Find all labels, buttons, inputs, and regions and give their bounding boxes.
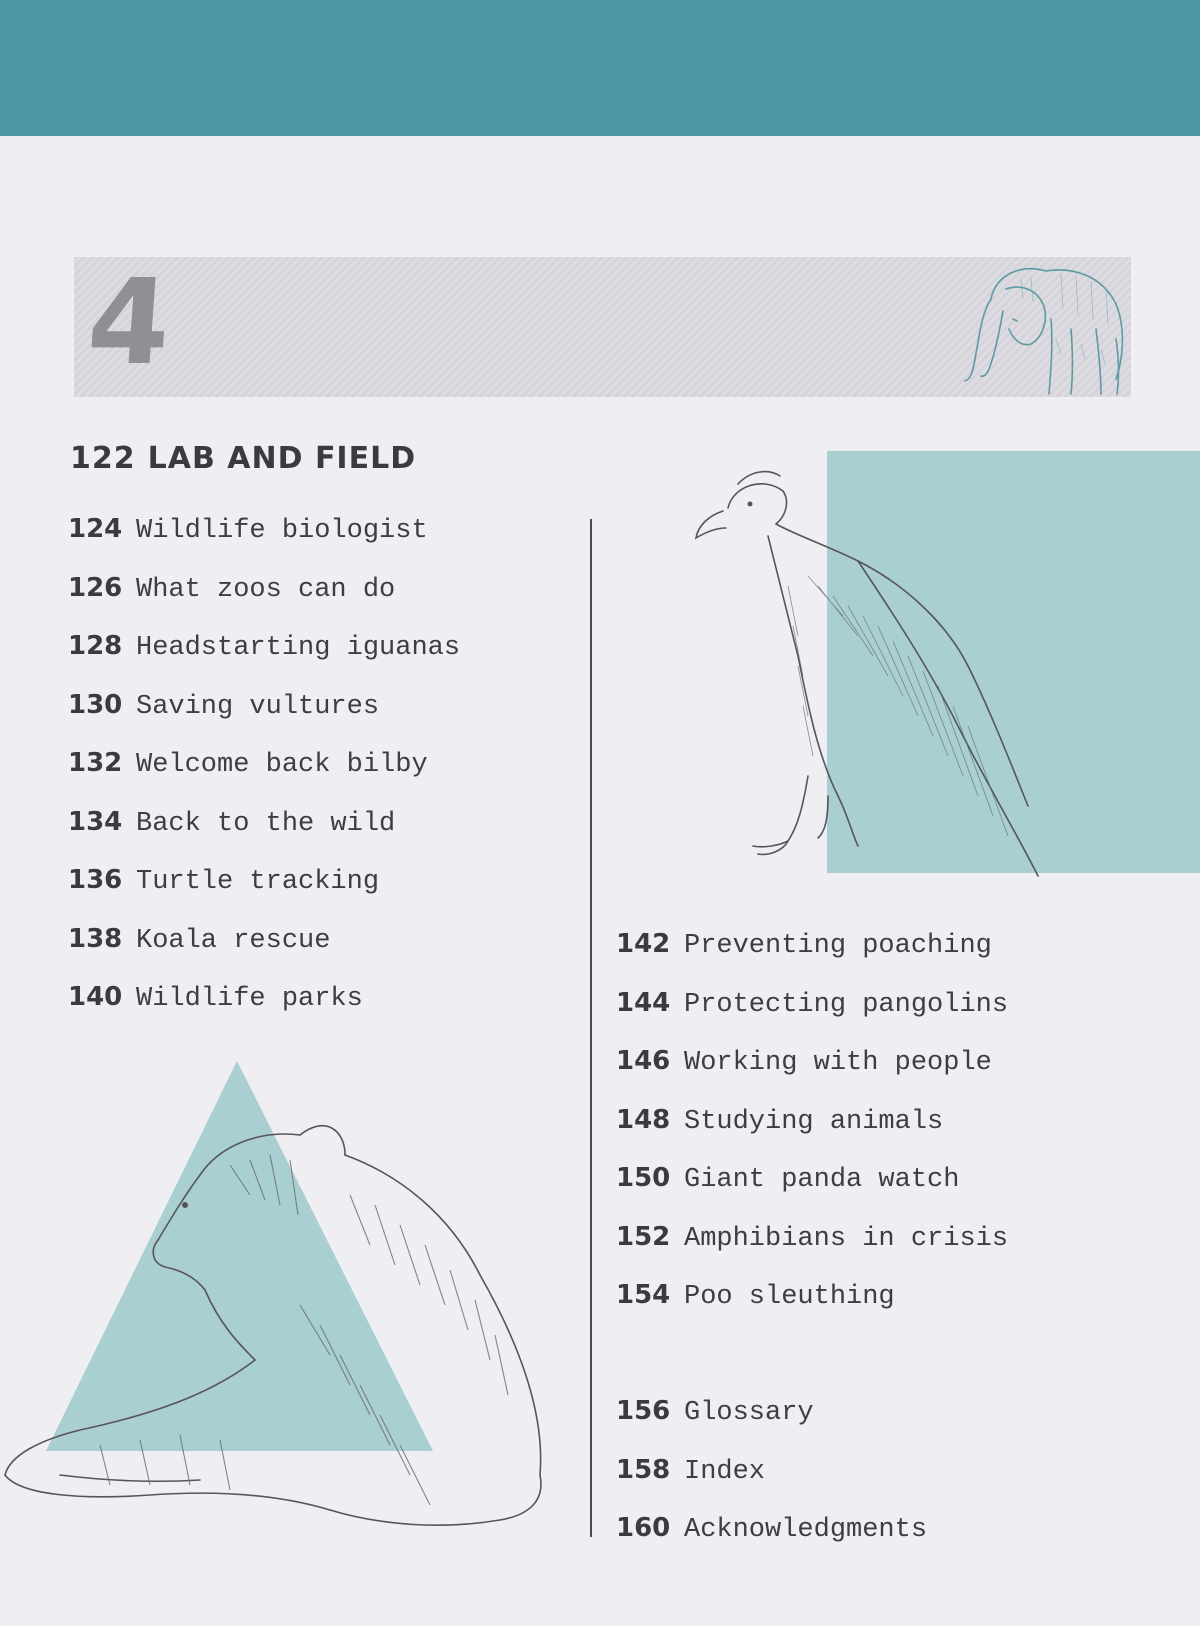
toc-title: Working with people: [684, 1048, 992, 1078]
toc-title: Back to the wild: [136, 808, 396, 839]
toc-page-number: 138: [68, 923, 123, 954]
section-page-number: 122: [70, 441, 136, 476]
toc-entry[interactable]: [68, 573, 460, 632]
toc-page-number: 134: [68, 806, 123, 837]
toc-page-number: 160: [616, 1513, 671, 1543]
toc-page-number: 128: [68, 631, 123, 661]
toc-title: Welcome back bilby: [136, 750, 428, 780]
toc-entry[interactable]: [68, 690, 460, 749]
toc-entry[interactable]: [68, 514, 460, 573]
toc-entry[interactable]: [68, 748, 460, 807]
toc-page-number: 152: [616, 1221, 671, 1252]
elephant-illustration: [951, 259, 1129, 397]
toc-title: Headstarting iguanas: [136, 633, 461, 663]
section-title: LAB AND FIELD: [147, 441, 417, 476]
toc-entry[interactable]: [68, 924, 460, 983]
toc-page-number: 132: [68, 748, 123, 778]
toc-title: Turtle tracking: [136, 867, 380, 897]
toc-title: Protecting pangolins: [684, 989, 1009, 1020]
toc-page-number: 130: [68, 689, 123, 720]
toc-page-number: 136: [68, 865, 123, 895]
toc-page-number: 158: [616, 1454, 671, 1485]
toc-title: Acknowledgments: [684, 1515, 928, 1545]
chapter-banner: [74, 253, 1131, 397]
toc-entry[interactable]: [68, 631, 460, 690]
toc-list-back-matter: [616, 1396, 927, 1572]
toc-entry[interactable]: [616, 1455, 927, 1514]
toc-title: Koala rescue: [136, 925, 331, 956]
toc-page-number: 148: [616, 1104, 671, 1135]
toc-title: Index: [684, 1456, 766, 1487]
toc-entry[interactable]: [616, 1222, 1008, 1281]
top-color-band: [0, 0, 1200, 136]
toc-title: What zoos can do: [136, 574, 396, 605]
toc-list-right: [616, 929, 1008, 1339]
toc-entry[interactable]: [616, 929, 1008, 988]
column-divider: [590, 519, 592, 1537]
toc-title: Glossary: [684, 1398, 814, 1428]
toc-page-number: 142: [616, 929, 671, 959]
toc-entry[interactable]: [616, 1046, 1008, 1105]
toc-title: Studying animals: [684, 1106, 944, 1137]
toc-page-number: 156: [616, 1396, 671, 1426]
chapter-number: 4: [83, 253, 175, 391]
teal-triangle: [46, 1061, 433, 1451]
toc-entry[interactable]: [68, 865, 460, 924]
toc-list-left: [68, 514, 460, 1041]
toc-title: Giant panda watch: [684, 1165, 960, 1195]
vulture-illustration: [668, 466, 1098, 906]
toc-page-number: 144: [616, 987, 671, 1018]
toc-entry[interactable]: [616, 1163, 1008, 1222]
toc-title: Poo sleuthing: [684, 1282, 895, 1312]
section-heading: [70, 441, 416, 476]
toc-entry[interactable]: [68, 982, 460, 1041]
toc-entry[interactable]: [616, 1396, 927, 1455]
toc-page-number: 140: [68, 982, 123, 1012]
toc-entry[interactable]: [616, 1105, 1008, 1164]
toc-entry[interactable]: [68, 807, 460, 866]
toc-title: Amphibians in crisis: [684, 1223, 1009, 1254]
toc-entry[interactable]: [616, 988, 1008, 1047]
toc-page-number: 126: [68, 572, 123, 603]
toc-title: Preventing poaching: [684, 931, 992, 961]
toc-page-number: 150: [616, 1163, 671, 1193]
toc-page-number: 146: [616, 1046, 671, 1076]
toc-page-number: 124: [68, 514, 123, 544]
toc-page-number: 154: [616, 1280, 671, 1310]
toc-entry[interactable]: [616, 1513, 927, 1572]
toc-title: Wildlife parks: [136, 984, 363, 1014]
toc-entry[interactable]: [616, 1280, 1008, 1339]
toc-title: Wildlife biologist: [136, 516, 428, 546]
toc-title: Saving vultures: [136, 691, 380, 722]
tiger-illustration: [0, 1055, 570, 1565]
